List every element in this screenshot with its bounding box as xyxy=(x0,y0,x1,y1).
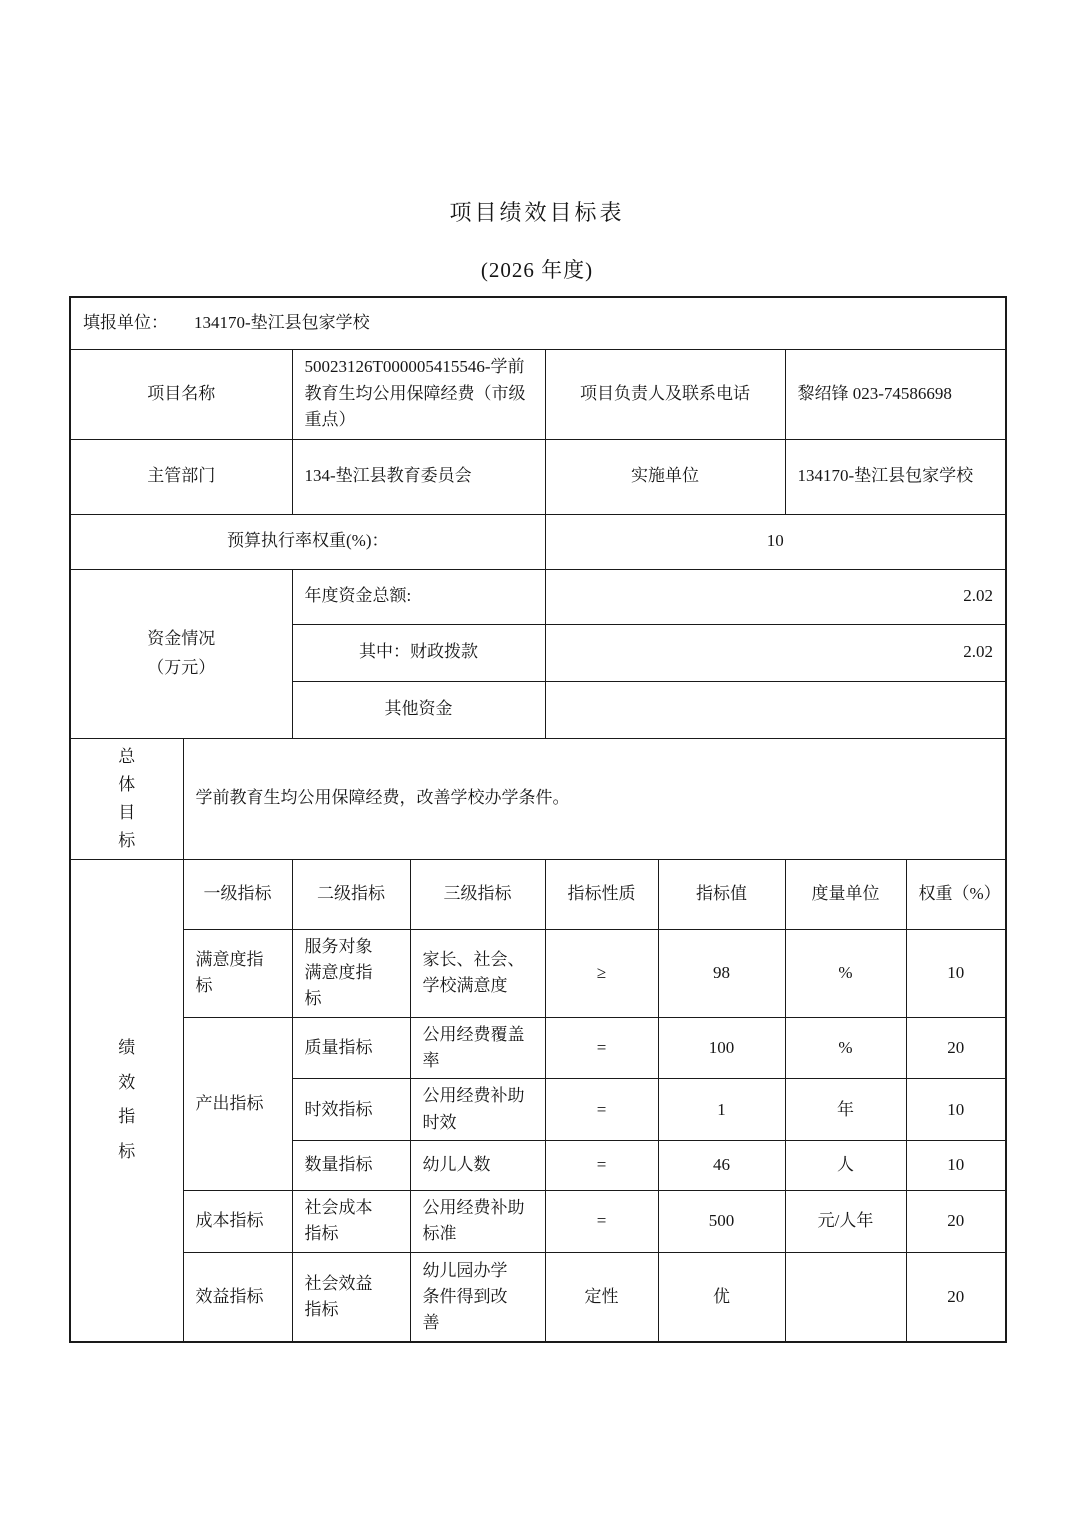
indicator-row xyxy=(70,1017,1006,1079)
indicator-value: 46 xyxy=(658,1141,785,1191)
indicator-value: 500 xyxy=(658,1191,785,1253)
indicator-row xyxy=(70,1252,1006,1342)
indicator-level3: 公用经费覆盖率 xyxy=(410,1017,545,1079)
funding-label-line2: （万元） xyxy=(147,657,216,677)
indicator-weight: 20 xyxy=(906,1252,1006,1342)
funding-total-label: 年度资金总额: xyxy=(292,569,545,624)
header-level2: 二级指标 xyxy=(292,859,410,929)
department-label: 主管部门 xyxy=(70,439,292,514)
overall-goal-content: 学前教育生均公用保障经费，改善学校办学条件。 xyxy=(183,738,1006,859)
indicator-level3: 公用经费补助标准 xyxy=(410,1191,545,1253)
project-name-value: 50023126T000005415546-学前教育生均公用保障经费（市级重点） xyxy=(292,349,545,439)
indicator-unit xyxy=(785,1252,906,1342)
indicator-unit: 元/人年 xyxy=(785,1191,906,1253)
budget-rate-label: 预算执行率权重(%)： xyxy=(70,514,545,569)
project-name-row xyxy=(70,349,1006,439)
indicator-unit: % xyxy=(785,1017,906,1079)
header-value: 指标值 xyxy=(658,859,785,929)
implementing-unit-label: 实施单位 xyxy=(545,439,785,514)
indicator-value: 98 xyxy=(658,929,785,1017)
indicator-weight: 10 xyxy=(906,1079,1006,1141)
funding-fiscal-value: 2.02 xyxy=(545,624,1006,681)
indicator-level2: 数量指标 xyxy=(292,1141,410,1191)
indicator-header-row xyxy=(70,859,1006,929)
indicator-nature: = xyxy=(545,1079,658,1141)
indicator-level1: 产出指标 xyxy=(183,1017,292,1190)
indicator-weight: 20 xyxy=(906,1017,1006,1079)
indicator-weight: 10 xyxy=(906,929,1006,1017)
report-unit-label: 填报单位： xyxy=(83,313,168,333)
funding-other-label: 其他资金 xyxy=(292,681,545,738)
indicator-nature: = xyxy=(545,1191,658,1253)
header-level1: 一级指标 xyxy=(183,859,292,929)
indicator-level2: 服务对象满意度指标 xyxy=(292,929,410,1017)
indicator-level2: 社会成本指标 xyxy=(292,1191,410,1253)
indicator-level2: 社会效益指标 xyxy=(292,1252,410,1342)
page-subtitle: (2026 年度) xyxy=(480,258,594,282)
funding-other-value xyxy=(545,681,1006,738)
indicator-row xyxy=(70,929,1006,1017)
indicator-value: 100 xyxy=(658,1017,785,1079)
indicator-weight: 10 xyxy=(906,1141,1006,1191)
header-unit: 度量单位 xyxy=(785,859,906,929)
implementing-unit-value: 134170-垫江县包家学校 xyxy=(785,439,1006,514)
funding-total-value: 2.02 xyxy=(545,569,1006,624)
report-unit-row xyxy=(70,297,1006,349)
indicator-level3: 幼儿人数 xyxy=(410,1141,545,1191)
project-contact-value: 黎绍锋 023-74586698 xyxy=(785,349,1006,439)
overall-goal-row xyxy=(70,738,1006,859)
performance-target-table xyxy=(69,296,1007,1343)
indicator-value: 1 xyxy=(658,1079,785,1141)
indicator-level3: 幼儿园办学条件得到改善 xyxy=(410,1252,545,1342)
funding-section-label xyxy=(70,569,292,738)
indicator-weight: 20 xyxy=(906,1191,1006,1253)
indicator-row xyxy=(70,1191,1006,1253)
budget-rate-row xyxy=(70,514,1006,569)
overall-goal-label: 总体目标 xyxy=(70,738,183,859)
indicator-value: 优 xyxy=(658,1252,785,1342)
header-nature: 指标性质 xyxy=(545,859,658,929)
indicator-level1: 效益指标 xyxy=(183,1252,292,1342)
indicator-nature: ≥ xyxy=(545,929,658,1017)
performance-indicator-label: 绩效指标 xyxy=(70,859,183,1342)
department-row xyxy=(70,439,1006,514)
funding-fiscal-label: 其中：财政拨款 xyxy=(292,624,545,681)
report-unit-cell xyxy=(70,297,1006,349)
indicator-level1: 成本指标 xyxy=(183,1191,292,1253)
indicator-unit: % xyxy=(785,929,906,1017)
indicator-level2: 时效指标 xyxy=(292,1079,410,1141)
project-contact-label: 项目负责人及联系电话 xyxy=(545,349,785,439)
funding-label-line1: 资金情况 xyxy=(147,628,216,648)
indicator-nature: = xyxy=(545,1017,658,1079)
indicator-unit: 人 xyxy=(785,1141,906,1191)
budget-rate-value: 10 xyxy=(545,514,1006,569)
indicator-unit: 年 xyxy=(785,1079,906,1141)
page-title: 项目绩效目标表 xyxy=(449,200,625,225)
header-level3: 三级指标 xyxy=(410,859,545,929)
department-value: 134-垫江县教育委员会 xyxy=(292,439,545,514)
indicator-level3: 公用经费补助时效 xyxy=(410,1079,545,1141)
report-unit-value: 134170-垫江县包家学校 xyxy=(194,313,370,333)
indicator-level2: 质量指标 xyxy=(292,1017,410,1079)
indicator-level1: 满意度指标 xyxy=(183,929,292,1017)
header-weight: 权重（%） xyxy=(906,859,1006,929)
funding-total-row xyxy=(70,569,1006,624)
project-name-label: 项目名称 xyxy=(70,349,292,439)
indicator-level3: 家长、社会、学校满意度 xyxy=(410,929,545,1017)
indicator-nature: = xyxy=(545,1141,658,1191)
indicator-nature: 定性 xyxy=(545,1252,658,1342)
